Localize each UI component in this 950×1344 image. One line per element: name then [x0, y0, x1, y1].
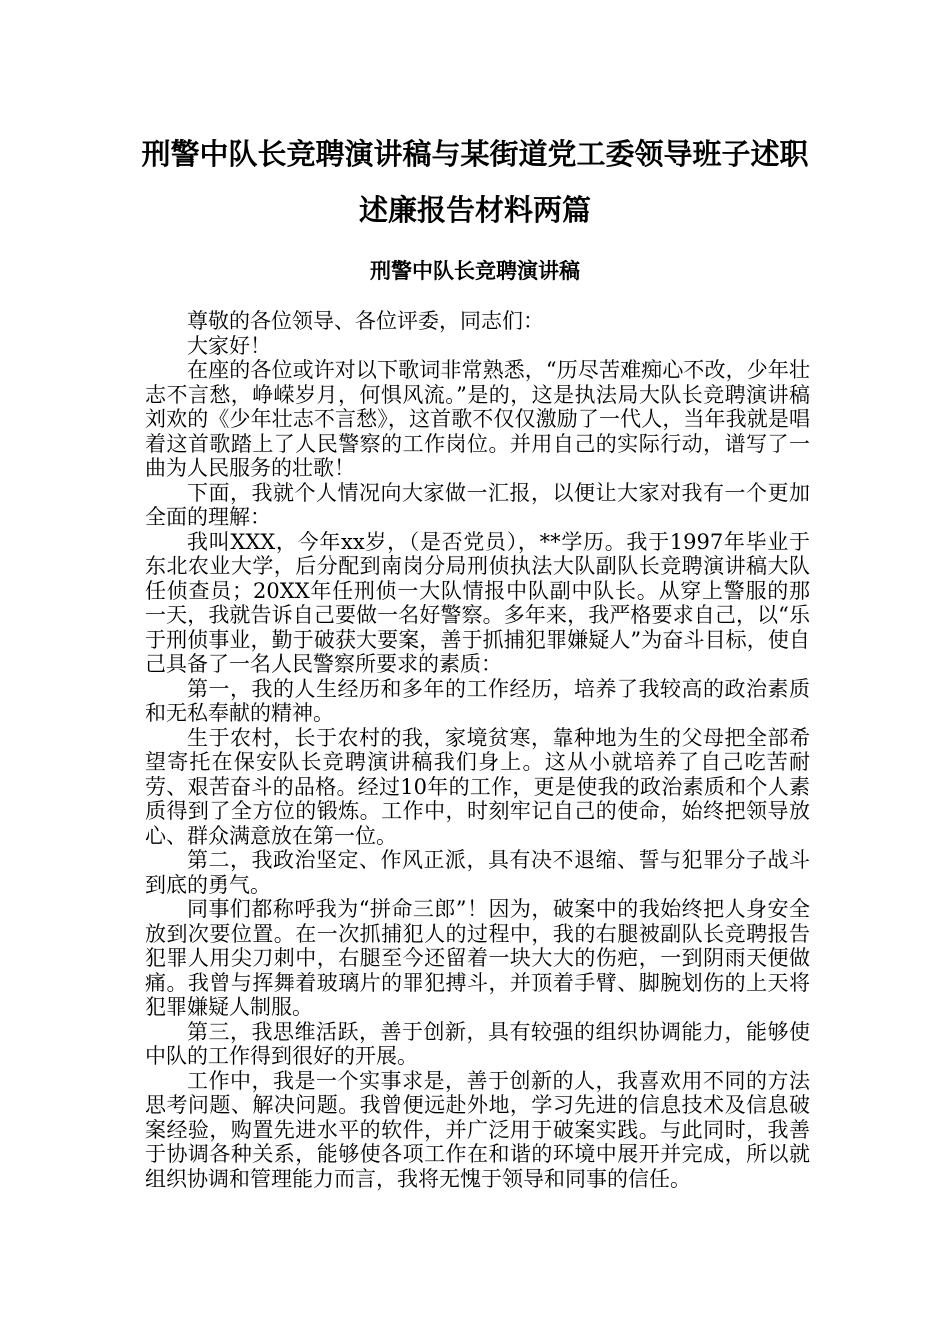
document-title: 刑警中队长竞聘演讲稿与某街道党工委领导班子述职述廉报告材料两篇: [141, 137, 809, 227]
paragraph: 我叫XXX，今年xx岁，（是否党员），**学历。我于1997年毕业于东北农业大学，后分配到南岗分局刑侦执法大队副队长竞聘演讲稿大队任侦查员；20XX年任刑侦一大队情报中队副中队长。从穿上警服的那一天，我就告诉自己要做一名好警察。多年来，我严格要求自己，以“乐于刑侦事业，勤于破获大要案，善于抓捕犯罪嫌疑人”为奋斗目标，使自己具备了一名人民警察所要求的素质：: [145, 529, 810, 676]
paragraph: 第三，我思维活跃，善于创新，具有较强的组织协调能力，能够使中队的工作得到很好的开展。: [145, 1019, 810, 1068]
section-title: 刑警中队长竞聘演讲稿: [370, 258, 580, 283]
paragraph: 同事们都称呼我为“拼命三郎”！因为，破案中的我始终把人身安全放到次要位置。在一次抓捕犯人的过程中，我的右腿被副队长竞聘报告犯罪人用尖刀刺中，右腿至今还留着一块大大的伤疤，一到阴雨天便做痛。我曾与挥舞着玻璃片的罪犯搏斗，并顶着手臂、脚腕划伤的上天将犯罪嫌疑人制服。: [145, 897, 810, 1019]
paragraph: 大家好！: [187, 333, 271, 358]
paragraph: 工作中，我是一个实事求是，善于创新的人，我喜欢用不同的方法思考问题、解决问题。我曾便远赴外地，学习先进的信息技术及信息破案经验，购置先进水平的软件，并广泛用于破案实践。与此同时，我善于协调各种关系，能够使各项工作在和谐的环境中展开并完成，所以就组织协调和管理能力而言，我将无愧于领导和同事的信任。: [145, 1068, 810, 1191]
paragraph: 第二，我政治坚定、作风正派，具有决不退缩、誓与犯罪分子战斗到底的勇气。: [145, 848, 810, 897]
document-body: [145, 309, 810, 1191]
paragraph: 下面，我就个人情况向大家做一汇报，以便让大家对我有一个更加全面的理解：: [145, 480, 810, 529]
paragraph: 在座的各位或许对以下歌词非常熟悉，“历尽苦难痴心不改，少年壮志不言愁，峥嵘岁月，何惧风流。”是的，这是执法局大队长竞聘演讲稿刘欢的《少年壮志不言愁》，这首歌不仅仅激励了一代人，当年我就是唱着这首歌踏上了人民警察的工作岗位。并用自己的实际行动，谱写了一曲为人民服务的壮歌！: [145, 358, 810, 480]
paragraph: 生于农村，长于农村的我，家境贫寒，靠种地为生的父母把全部希望寄托在保安队长竞聘演讲稿我们身上。这从小就培养了自己吃苦耐劳、艰苦奋斗的品格。经过10年的工作，更是使我的政治素质和个人素质得到了全方位的锻炼。工作中，时刻牢记自己的使命，始终把领导放心、群众满意放在第一位。: [145, 725, 810, 848]
paragraph: 第一，我的人生经历和多年的工作经历，培养了我较高的政治素质和无私奉献的精神。: [145, 676, 810, 725]
paragraph: 尊敬的各位领导、各位评委，同志们：: [187, 309, 544, 333]
